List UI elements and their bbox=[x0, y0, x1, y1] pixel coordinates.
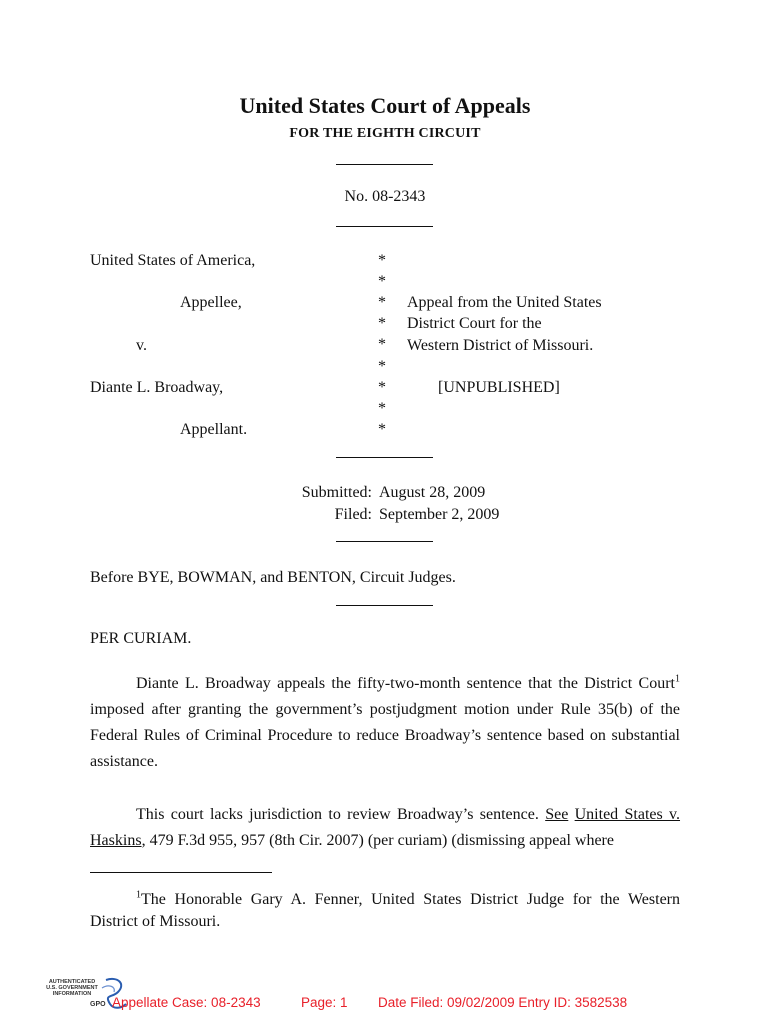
filing-stamp bbox=[112, 995, 712, 1013]
paragraph-text: imposed after granting the government’s postjudgment motion under Rule 35(b) of the Federal Rules of Criminal Procedure to reduce Broadway’s sentence based on substantial assistance. bbox=[90, 701, 680, 770]
divider bbox=[336, 226, 433, 227]
divider bbox=[336, 541, 433, 542]
appeal-origin-line3: Western District of Missouri. bbox=[407, 337, 594, 354]
footer-page: Page: 1 bbox=[301, 995, 348, 1010]
footnote-reference: 1 bbox=[675, 673, 680, 685]
eagle-swoosh-icon bbox=[102, 986, 114, 992]
caption-star: * bbox=[378, 379, 386, 396]
caption-star: * bbox=[378, 273, 386, 290]
paragraph-text: , 479 F.3d 955, 957 (8th Cir. 2007) (per curiam) (dismissing appeal where bbox=[141, 832, 614, 849]
defendant-name: Diante L. Broadway, bbox=[90, 379, 224, 396]
logo-text: INFORMATION bbox=[52, 991, 92, 997]
caption-star: * bbox=[378, 400, 386, 417]
paragraph-text: Diante L. Broadway appeals the fifty-two-month sentence that the District Court bbox=[136, 675, 675, 692]
caption-star: * bbox=[378, 358, 386, 375]
judges-panel: Before BYE, BOWMAN, and BENTON, Circuit Judges. bbox=[90, 569, 456, 586]
footnote-text: The Honorable Gary A. Fenner, United States District Judge for the Western District of Missouri. bbox=[90, 891, 680, 930]
footnote-mark: 1 bbox=[136, 889, 141, 901]
filed-label: Filed: bbox=[334, 506, 372, 523]
logo-text: AUTHENTICATED bbox=[48, 979, 96, 985]
plaintiff-name: United States of America, bbox=[90, 252, 256, 269]
signal-see: See bbox=[545, 806, 569, 823]
divider bbox=[336, 457, 433, 458]
caption-star: * bbox=[378, 252, 386, 269]
logo-text: U.S. GOVERNMENT bbox=[46, 985, 98, 991]
opinion-paragraph-2 bbox=[90, 802, 680, 854]
filed-date: September 2, 2009 bbox=[379, 506, 500, 523]
case-citation: United States v. Haskins bbox=[90, 806, 681, 849]
opinion-heading: PER CURIAM. bbox=[90, 630, 192, 647]
appeal-origin-line1: Appeal from the United States bbox=[407, 294, 602, 311]
footer-case-number: Appellate Case: 08-2343 bbox=[112, 995, 261, 1010]
caption-stars bbox=[378, 252, 390, 442]
submitted-date: August 28, 2009 bbox=[379, 484, 486, 501]
divider bbox=[336, 164, 433, 165]
opinion-paragraph-1 bbox=[90, 671, 680, 775]
footer-date-filed: Date Filed: 09/02/2009 Entry ID: 3582538 bbox=[378, 995, 628, 1010]
paragraph-text: This court lacks jurisdiction to review Broadway’s sentence. bbox=[136, 806, 546, 823]
footnote bbox=[90, 889, 680, 933]
caption-star: * bbox=[378, 421, 386, 438]
defendant-role: Appellant. bbox=[180, 421, 248, 438]
docket-number: No. 08-2343 bbox=[344, 188, 426, 205]
caption-star: * bbox=[378, 336, 386, 353]
caption-star: * bbox=[378, 294, 386, 311]
circuit-name: FOR THE EIGHTH CIRCUIT bbox=[289, 126, 481, 141]
footnote-divider bbox=[90, 872, 272, 873]
plaintiff-role: Appellee, bbox=[180, 294, 242, 311]
submitted-label: Submitted: bbox=[301, 484, 372, 501]
caption-star: * bbox=[378, 315, 386, 332]
unpublished-status: [UNPUBLISHED] bbox=[438, 379, 560, 396]
logo-text: GPO bbox=[90, 1001, 106, 1008]
appeal-origin-line2: District Court for the bbox=[407, 315, 542, 332]
versus: v. bbox=[136, 337, 147, 354]
court-title: United States Court of Appeals bbox=[239, 93, 531, 118]
divider bbox=[336, 605, 433, 606]
